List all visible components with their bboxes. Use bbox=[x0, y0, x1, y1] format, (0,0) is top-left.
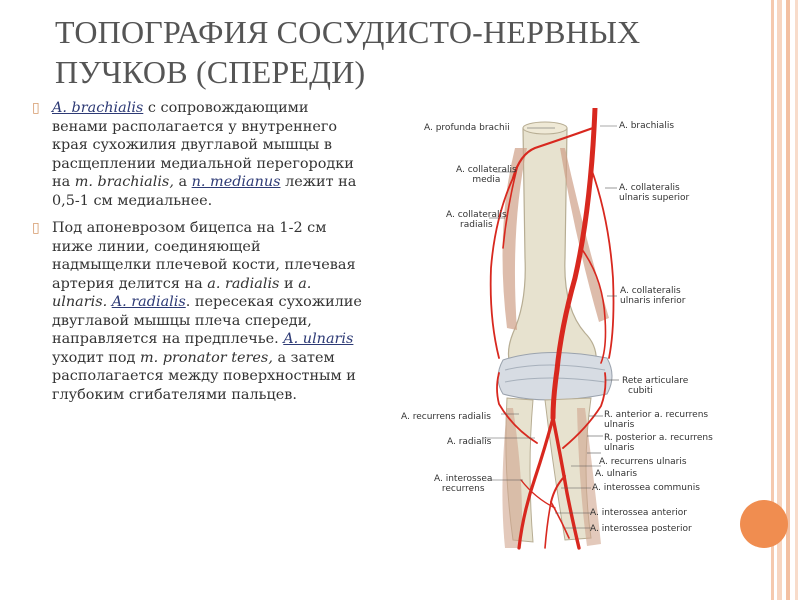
bullet2-text-j: m. pronator teres, bbox=[139, 349, 273, 366]
bullet1-text-d: а bbox=[173, 174, 192, 190]
label-coll-uls-1: A. collateralis bbox=[619, 183, 680, 193]
link-a-ulnaris[interactable]: A. ulnaris bbox=[283, 331, 354, 347]
label-brachialis: A. brachialis bbox=[619, 121, 675, 131]
label-rec-radialis: A. recurrens radialis bbox=[401, 412, 491, 422]
link-a-brachialis[interactable]: A. brachialis bbox=[52, 100, 144, 116]
bullet2-text-g: . пересекая сухожилие двуглавой мышцы плеча спереди, направляется на предплечье. bbox=[52, 294, 362, 347]
label-rete-1: Rete articulare bbox=[622, 376, 689, 386]
label-coll-media-2: media bbox=[472, 175, 501, 185]
label-r-anterior bbox=[604, 410, 708, 430]
label-rete-2: cubiti bbox=[628, 386, 653, 396]
bullet2-text-i: уходит под bbox=[52, 349, 140, 366]
label-ulnaris: A. ulnaris bbox=[595, 469, 638, 479]
bullet2-text-d: a. ulnaris. bbox=[52, 275, 312, 310]
label-r-ant-2: ulnaris bbox=[604, 420, 635, 430]
bullet1-text-f: лежит на 0,5-1 см медиальнее. bbox=[52, 174, 357, 209]
label-coll-radialis bbox=[446, 210, 507, 230]
accent-circle bbox=[740, 500, 788, 548]
label-coll-uln-inf bbox=[620, 286, 686, 306]
bullet1-text-c: m. brachialis, bbox=[74, 174, 174, 190]
label-inter-ant: A. interossea anterior bbox=[590, 508, 687, 518]
label-r-post-2: ulnaris bbox=[604, 443, 635, 453]
bullet-2 bbox=[32, 219, 362, 404]
slide-title bbox=[55, 12, 745, 92]
label-rec-ulnaris: A. recurrens ulnaris bbox=[599, 457, 687, 467]
bullet2-text-c: и bbox=[279, 275, 299, 292]
slide-body bbox=[32, 99, 362, 413]
label-rete bbox=[622, 376, 688, 396]
bullet-marker-icon: ▯ bbox=[32, 220, 40, 236]
label-r-post-1: R. posterior a. recurrens bbox=[604, 433, 713, 443]
label-radialis: A. radialis bbox=[447, 437, 492, 447]
label-inter-rec-1: A. interossea bbox=[434, 474, 493, 484]
label-coll-uli-1: A. collateralis bbox=[620, 286, 681, 296]
label-inter-post: A. interossea posterior bbox=[590, 524, 692, 534]
bullet-1 bbox=[32, 99, 362, 210]
a-coll-uln-sup bbox=[591, 168, 614, 358]
label-coll-uln-sup bbox=[619, 183, 689, 203]
bullet-marker-icon: ▯ bbox=[32, 100, 40, 116]
label-coll-media bbox=[456, 165, 517, 185]
label-r-ant-1: R. anterior a. recurrens bbox=[604, 410, 709, 420]
bullet2-text-k: а затем располагается между поверхностным и глубоким сгибателями пальцев. bbox=[52, 349, 356, 403]
label-coll-uls-2: ulnaris superior bbox=[619, 193, 690, 203]
label-r-posterior bbox=[604, 433, 713, 453]
bullet2-text-a: Под апоневрозом бицепса на 1-2 см ниже линии, соединяющей надмыщелки плечевой кости, плечевая артерия делится на bbox=[52, 220, 356, 292]
label-profunda: A. profunda brachii bbox=[424, 123, 510, 133]
label-inter-comm: A. interossea communis bbox=[592, 483, 700, 493]
a-interossea-ant bbox=[545, 502, 551, 548]
label-inter-rec bbox=[434, 474, 492, 494]
label-coll-rad-2: radialis bbox=[460, 220, 493, 230]
link-a-radialis[interactable]: A. radialis bbox=[111, 294, 186, 310]
title-line-1: ТОПОГРАФИЯ СОСУДИСТО-НЕРВНЫХ bbox=[55, 14, 641, 50]
label-coll-uli-2: ulnaris inferior bbox=[620, 296, 686, 306]
label-inter-rec-2: recurrens bbox=[441, 484, 485, 494]
link-n-medianus[interactable]: n. medianus bbox=[191, 174, 281, 190]
bullet1-text-b: с сопровождающими венами располагается у внутреннего края сухожилия двуглавой мышцы в расщеплении медиальной перегородки на bbox=[52, 100, 354, 190]
bullet2-text-b: a. radialis bbox=[207, 275, 280, 292]
label-coll-rad-1: A. collateralis bbox=[446, 210, 507, 220]
title-line-2: ПУЧКОВ (СПЕРЕДИ) bbox=[55, 54, 366, 90]
label-coll-media-1: A. collateralis bbox=[456, 165, 517, 175]
